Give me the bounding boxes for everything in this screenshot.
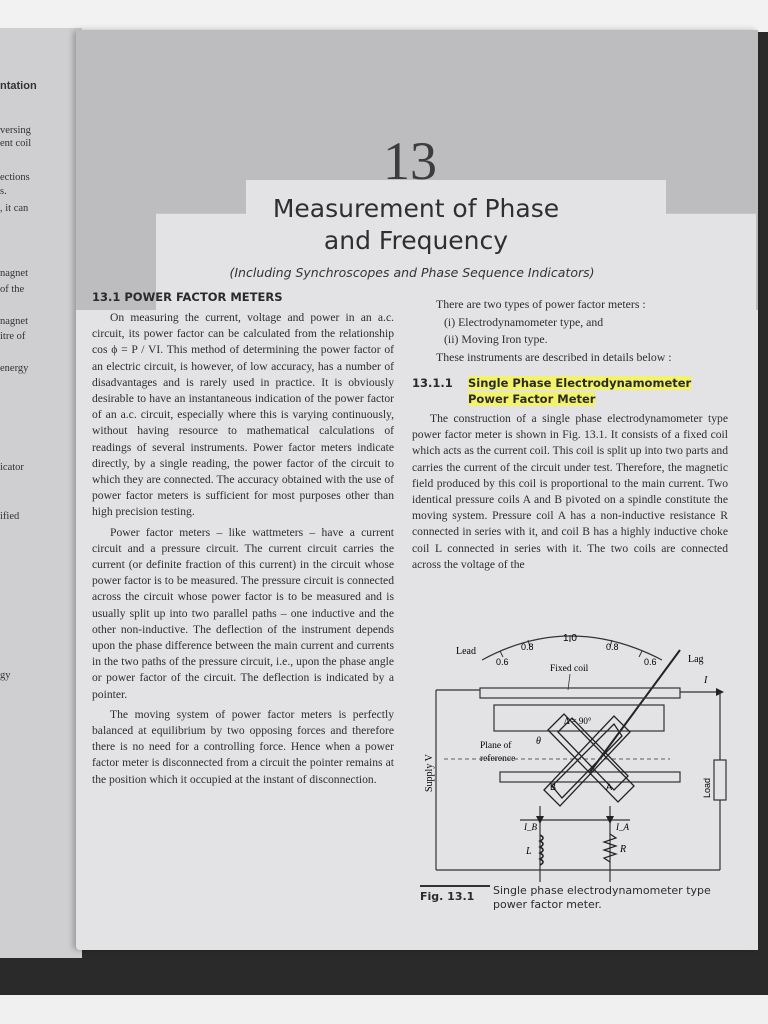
- types-intro: There are two types of power factor meters :: [436, 297, 646, 311]
- svg-text:R: R: [620, 844, 627, 855]
- svg-text:I: I: [704, 675, 708, 686]
- load: [714, 760, 726, 800]
- left-page-fragment: ections: [0, 172, 30, 183]
- left-page-fragment: of the: [0, 284, 25, 295]
- lag-label: Lag: [688, 654, 704, 665]
- subsection-number: 13.1.1: [412, 376, 453, 390]
- subsection-title: Single Phase Electrodynamometer Power Factor Meter: [468, 376, 692, 406]
- scale-label: 0.6: [496, 657, 509, 667]
- plane-label: Plane of: [480, 741, 512, 751]
- previous-page-edge: [0, 28, 82, 958]
- scale-label: 0.6: [644, 657, 657, 667]
- paragraph-circuits: Power factor meters – like wattmeters – have a current circuit and a pressure circuit. The current circuit carries the current (or definite fraction of this current) in the circuit whose power factor is to be measured. The pressure circuit is connected across the circuit whose power factor is to be measured and is usually split up into two parallel paths – one inductive and the other non-inductive. The deflection of the instrument depends upon the phase difference between the main current and currents in the two paths of the pressure circuit, i.e., upon the phase angle or power factor of the circuit. The deflection is indicated by a pointer.: [92, 525, 394, 701]
- svg-text:reference: reference: [480, 754, 516, 764]
- type-item-1: (i) Electrodynamometer type, and: [444, 315, 604, 329]
- moving-coils: [544, 714, 634, 806]
- fixed-coil-label: Fixed coil: [550, 664, 589, 674]
- paragraph-moving-system: The moving system of power factor meters is perfectly balanced at equilibrium by two opposing forces and therefore there is no need for a controlling force. Hence when a power factor meter is disconnected from a circuit the pointer remains at the position which it occupied at the instant of disconnection.: [92, 707, 394, 786]
- left-page-fragment: gy: [0, 670, 11, 681]
- scale-label: 1.0: [563, 633, 577, 644]
- type-item-2: (ii) Moving Iron type.: [444, 332, 548, 346]
- left-page-fragment: ified: [0, 511, 20, 522]
- section-heading: 13.1 POWER FACTOR METERS: [92, 290, 283, 304]
- left-page-fragment: ntation: [0, 80, 37, 92]
- lead-label: Lead: [456, 646, 476, 657]
- scale-label: 0.8: [606, 642, 619, 652]
- background-bottom: [0, 995, 768, 1024]
- paragraph-intro: On measuring the current, voltage and power in an a.c. circuit, its power factor can be calculated from the relationship cos ϕ = P / VI. This method of determining the power factor of an electric circuit, is however, of low accuracy, has a number of disadvantages and is rarely used in practice. It is obviously desirable to have an instantaneous indication of the power factor of an a.c. circuit, especially where this is varying continuously, without having resource to mathematical calculations of readings of several instruments. Power factor meters indicate directly, by a single reading, the power factor of the circuit to which they are connected. The accuracy obtained with the use of power factor meters is sufficient for most purposes other than high precision testing.: [92, 311, 394, 519]
- left-page-fragment: energy: [0, 363, 29, 374]
- left-page-fragment: nagnet: [0, 316, 28, 327]
- svg-text:I_B: I_B: [524, 822, 537, 832]
- left-column-text: [92, 310, 394, 788]
- figure-caption: Single phase electrodynamometer type power factor meter.: [493, 884, 711, 911]
- svg-text:A: A: [606, 782, 613, 792]
- left-page-fragment: itre of: [0, 331, 26, 342]
- chapter-number: 13: [383, 131, 437, 191]
- types-closing: These instruments are described in details below :: [436, 350, 672, 364]
- pf-meter-diagram: [420, 620, 740, 885]
- left-page-fragment: nagnet: [0, 268, 28, 279]
- figure-13-1: [420, 620, 740, 885]
- caption-rule: [420, 885, 490, 887]
- chapter-subtitle: (Including Synchroscopes and Phase Sequence Indicators): [229, 265, 595, 280]
- left-page-fragment: ent coil: [0, 138, 32, 149]
- svg-text:B: B: [550, 782, 557, 792]
- svg-text:θ: θ: [536, 736, 541, 747]
- scale-label: 0.8: [521, 642, 534, 652]
- figure-caption-label: Fig. 13.1: [420, 890, 475, 903]
- left-page-fragment: icator: [0, 462, 24, 473]
- page-number: (405): [470, 954, 496, 968]
- supply-label: Supply V: [424, 754, 435, 792]
- subsection-text: The construction of a single phase electrodynamometer type power factor meter is shown in Fig. 13.1. It consists of a fixed coil which acts as the current coil. This coil is split up into two parts and carries the current of the circuit under test. Therefore, the magnetic field produced by this coil is proportional to the main current. Two identical pressure coils A and B pivoted on a spindle constitute the moving system. Pressure coil A has a non-inductive resistance R connected in series with it, and coil B has a highly inductive choke coil L connected in series with it. The two coils are connected across the voltage of the: [412, 412, 728, 571]
- svg-text:L: L: [526, 846, 532, 857]
- left-page-fragment: s.: [0, 186, 7, 197]
- left-page-fragment: , it can: [0, 203, 29, 214]
- chapter-title: Measurement of Phase and Frequency: [272, 194, 560, 255]
- background-top: [0, 0, 768, 32]
- delta-label: Δ = 90°: [564, 716, 592, 726]
- svg-text:I_A: I_A: [616, 822, 629, 832]
- svg-text:Load: Load: [702, 777, 712, 798]
- left-page-fragment: versing: [0, 125, 31, 136]
